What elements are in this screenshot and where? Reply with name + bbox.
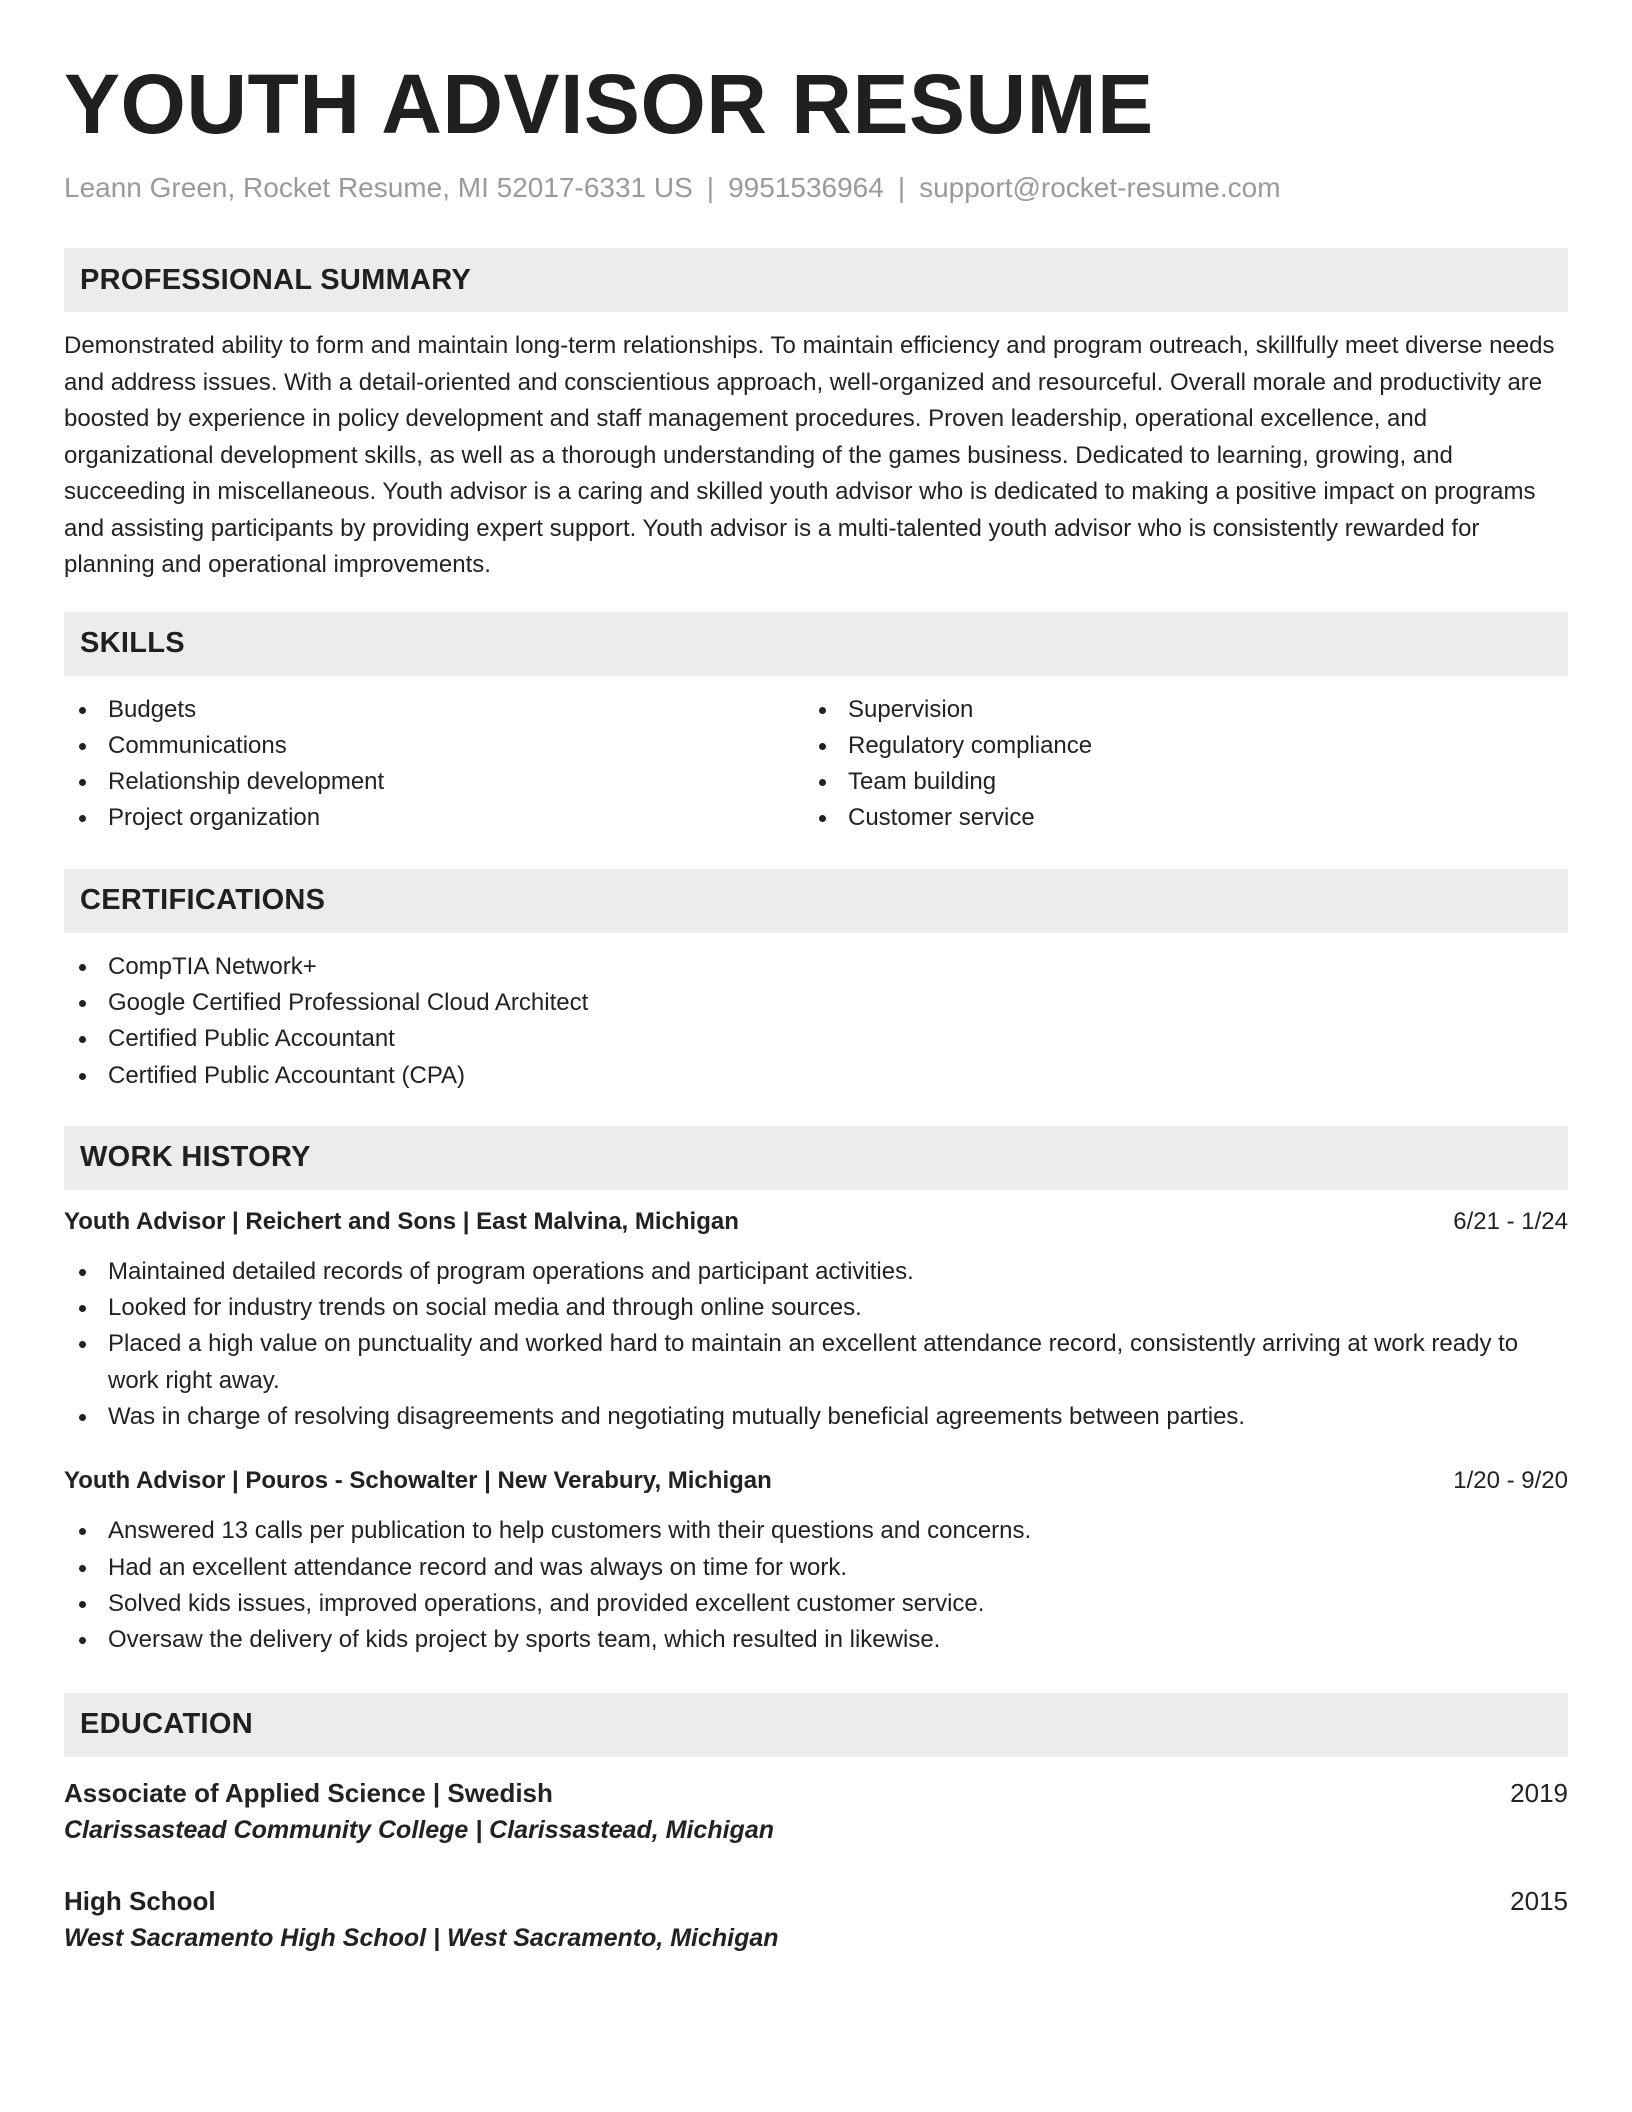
certification-item: Certified Public Accountant bbox=[64, 1021, 1568, 1057]
education-degree: Associate of Applied Science | Swedish bbox=[64, 1777, 553, 1808]
education-school: Clarissastead Community College | Clarissastead, Michigan bbox=[64, 1815, 774, 1844]
skill-item: Project organization bbox=[64, 800, 804, 836]
skills-column-left bbox=[64, 692, 804, 837]
certification-item: CompTIA Network+ bbox=[64, 949, 1568, 985]
section-header-summary: PROFESSIONAL SUMMARY bbox=[64, 248, 1568, 312]
section-header-skills: SKILLS bbox=[64, 612, 1568, 676]
certification-item: Google Certified Professional Cloud Architect bbox=[64, 985, 1568, 1021]
education-entry bbox=[64, 1883, 1568, 1957]
job-bullets bbox=[64, 1513, 1568, 1658]
job-bullets bbox=[64, 1254, 1568, 1435]
contact-email: support@rocket-resume.com bbox=[919, 172, 1281, 203]
job-title: Youth Advisor | Reichert and Sons | East Malvina, Michigan bbox=[64, 1207, 739, 1235]
job-entry bbox=[64, 1204, 1568, 1435]
contact-address: Leann Green, Rocket Resume, MI 52017-6331 US bbox=[64, 172, 693, 203]
skill-item: Budgets bbox=[64, 692, 804, 728]
job-bullet: Placed a high value on punctuality and worked hard to maintain an excellent attendance record, consistently arriving at work ready to work right away. bbox=[64, 1326, 1568, 1399]
skills-column-right bbox=[804, 692, 1544, 837]
certification-item: Certified Public Accountant (CPA) bbox=[64, 1058, 1568, 1094]
education-year: 2019 bbox=[1510, 1777, 1568, 1808]
job-bullet: Maintained detailed records of program operations and participant activities. bbox=[64, 1254, 1568, 1290]
skill-item: Customer service bbox=[804, 800, 1544, 836]
job-bullet: Looked for industry trends on social media and through online sources. bbox=[64, 1290, 1568, 1326]
section-header-work-history: WORK HISTORY bbox=[64, 1126, 1568, 1190]
skill-item: Supervision bbox=[804, 692, 1544, 728]
skills-list bbox=[64, 692, 1568, 837]
job-dates: 6/21 - 1/24 bbox=[1453, 1207, 1568, 1235]
job-bullet: Oversaw the delivery of kids project by sports team, which resulted in likewise. bbox=[64, 1622, 1568, 1658]
summary-text: Demonstrated ability to form and maintain long-term relationships. To maintain efficiency and program outreach, skillfully meet diverse needs and address issues. With a detail-oriented and conscientious approach, well-organized and resourceful. Overall morale and productivity are boosted by experience in policy development and staff management procedures. Proven leadership, operational excellence, and organizational development skills, as well as a thorough understanding of the games business. Dedicated to learning, growing, and succeeding in miscellaneous. Youth advisor is a caring and skilled youth advisor who is dedicated to making a positive impact on programs and assisting participants by providing expert support. Youth advisor is a multi-talented youth advisor who is consistently rewarded for planning and operational improvements. bbox=[64, 332, 1555, 578]
education-school: West Sacramento High School | West Sacramento, Michigan bbox=[64, 1923, 779, 1952]
job-dates: 1/20 - 9/20 bbox=[1453, 1467, 1568, 1495]
certifications-list bbox=[64, 949, 1568, 1094]
job-title: Youth Advisor | Pouros - Schowalter | New Verabury, Michigan bbox=[64, 1467, 772, 1495]
education-year: 2015 bbox=[1510, 1885, 1568, 1916]
skill-item: Communications bbox=[64, 728, 804, 764]
resume-title: YOUTH ADVISOR RESUME bbox=[64, 57, 1154, 151]
section-header-certifications: CERTIFICATIONS bbox=[64, 869, 1568, 933]
job-bullet: Solved kids issues, improved operations, and provided excellent customer service. bbox=[64, 1586, 1568, 1622]
section-header-education: EDUCATION bbox=[64, 1693, 1568, 1757]
job-bullet: Answered 13 calls per publication to help customers with their questions and concerns. bbox=[64, 1513, 1568, 1549]
contact-separator: | bbox=[897, 172, 906, 203]
education-entry bbox=[64, 1775, 1568, 1849]
job-bullet: Was in charge of resolving disagreements and negotiating mutually beneficial agreements between parties. bbox=[64, 1399, 1568, 1435]
job-bullet: Had an excellent attendance record and was always on time for work. bbox=[64, 1550, 1568, 1586]
contact-line bbox=[64, 170, 1568, 206]
contact-phone: 9951536964 bbox=[728, 172, 884, 203]
skill-item: Regulatory compliance bbox=[804, 728, 1544, 764]
skill-item: Team building bbox=[804, 764, 1544, 800]
job-entry bbox=[64, 1463, 1568, 1658]
education-degree: High School bbox=[64, 1885, 216, 1916]
contact-separator: | bbox=[706, 172, 715, 203]
skill-item: Relationship development bbox=[64, 764, 804, 800]
